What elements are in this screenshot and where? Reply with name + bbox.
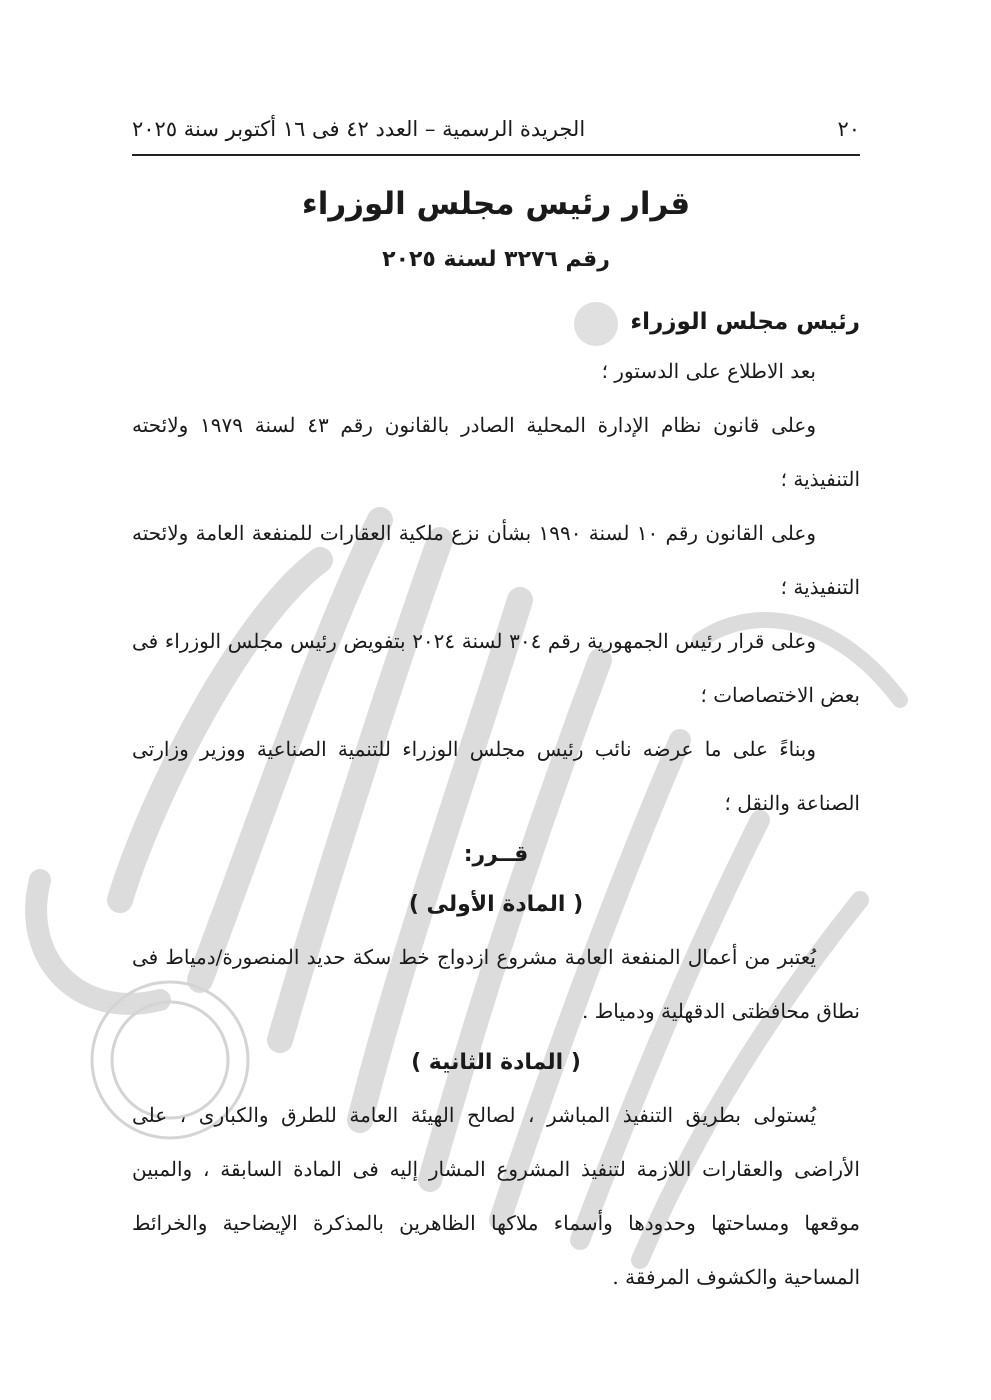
- preamble-line: وعلى القانون رقم ١٠ لسنة ١٩٩٠ بشأن نزع ملكية العقارات للمنفعة العامة ولائحته التنفيذية ؛: [132, 521, 860, 599]
- publication-line: الجريدة الرسمية – العدد ٤٢ فى ١٦ أكتوبر سنة ٢٠٢٥: [132, 117, 586, 141]
- preamble-line: وعلى قانون نظام الإدارة المحلية الصادر بالقانون رقم ٤٣ لسنة ١٩٧٩ ولائحته التنفيذية ؛: [132, 413, 860, 491]
- article-heading: ( المادة الثانية ): [411, 1050, 581, 1075]
- article-heading: ( المادة الأولى ): [408, 892, 584, 917]
- decree-title: قرار رئيس مجلس الوزراء: [301, 186, 691, 222]
- article-text: يُعتبر من أعمال المنفعة العامة مشروع ازدواج خط سكة حديد المنصورة/دمياط فى نطاق محافظتى الدقهلية ودمياط .: [132, 945, 860, 1023]
- decree-number: رقم ٣٢٧٦ لسنة ٢٠٢٥: [382, 247, 610, 272]
- preamble-line: وعلى قرار رئيس الجمهورية رقم ٣٠٤ لسنة ٢٠٢٤ بتفويض رئيس مجلس الوزراء فى بعض الاختصاصات ؛: [132, 629, 860, 707]
- header-divider: [132, 154, 860, 156]
- decree-body: [132, 300, 860, 1304]
- page-number: ٢٠: [837, 117, 860, 141]
- issuer-heading: رئيس مجلس الوزراء: [630, 309, 860, 335]
- preamble-line: بعد الاطلاع على الدستور ؛: [601, 359, 816, 383]
- decided-label: قــرر:: [463, 842, 529, 867]
- page-header: [132, 112, 860, 146]
- preamble-line: وبناءً على ما عرضه نائب رئيس مجلس الوزراء للتنمية الصناعية ووزير وزارتى الصناعة والنقل ؛: [132, 737, 860, 815]
- article-text: يُستولى بطريق التنفيذ المباشر ، لصالح الهيئة العامة للطرق والكبارى ، على الأراضى والعقارات اللازمة لتنفيذ المشروع المشار إليه فى المادة السابقة ، والمبين موقعها ومساحتها وحدودها وأسماء ملاكها الظاهرين بالمذكرة الإيضاحية والخرائط المساحية والكشوف المرفقة .: [132, 1103, 860, 1289]
